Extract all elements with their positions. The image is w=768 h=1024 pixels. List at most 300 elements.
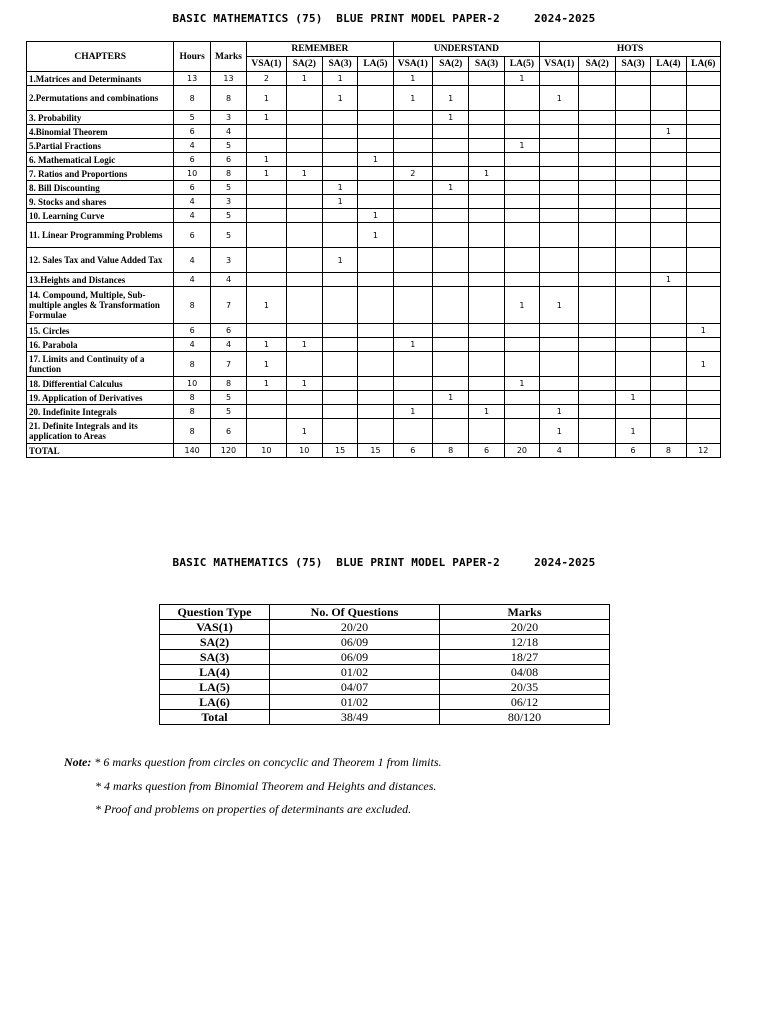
blueprint-table [26,41,721,458]
marks-cell: 3 [210,248,246,273]
hours-cell: 8 [174,391,210,405]
count-cell [469,248,504,273]
table-row [27,377,721,391]
count-cell [433,405,469,419]
table-row [27,444,721,458]
count-cell [247,181,286,195]
count-cell [433,377,469,391]
count-cell [433,352,469,377]
summary-header-cell: Question Type [160,605,270,620]
question-count-cell: 04/07 [270,680,440,695]
count-cell [579,181,615,195]
count-cell [358,377,393,391]
count-cell [615,209,650,223]
count-cell [504,419,539,444]
count-cell [286,86,322,111]
count-cell: 1 [286,72,322,86]
hours-cell: 4 [174,273,210,287]
count-cell: 1 [247,111,286,125]
count-cell [615,139,650,153]
count-cell [286,273,322,287]
chapter-cell: 20. Indefinite Integrals [27,405,174,419]
count-cell [615,181,650,195]
summary-marks-cell: 20/20 [440,620,610,635]
table-row [27,86,721,111]
count-cell: 1 [358,153,393,167]
subheader-cell: SA(3) [322,57,357,72]
summary-marks-cell: 04/08 [440,665,610,680]
count-cell [651,111,686,125]
count-cell [469,287,504,324]
count-cell: 1 [393,86,432,111]
count-cell [358,181,393,195]
table-row [27,125,721,139]
hours-cell: 6 [174,181,210,195]
count-cell [322,352,357,377]
count-cell [393,248,432,273]
count-cell [615,223,650,248]
hours-cell: 10 [174,167,210,181]
count-cell [579,444,615,458]
count-cell [579,377,615,391]
marks-header: Marks [210,42,246,72]
count-cell: 1 [540,405,579,419]
count-cell [504,167,539,181]
subheader-cell: SA(2) [433,57,469,72]
count-cell [286,287,322,324]
marks-cell: 3 [210,195,246,209]
count-cell [322,287,357,324]
count-cell [469,338,504,352]
chapter-cell: 6. Mathematical Logic [27,153,174,167]
count-cell [579,86,615,111]
hours-cell: 4 [174,195,210,209]
count-cell [322,377,357,391]
marks-cell: 3 [210,111,246,125]
count-cell [504,111,539,125]
question-type-cell: Total [160,710,270,725]
count-cell [469,139,504,153]
count-cell [469,391,504,405]
count-cell [358,324,393,338]
summary-row [160,620,610,635]
count-cell: 1 [247,167,286,181]
count-cell [393,181,432,195]
marks-cell: 5 [210,209,246,223]
count-cell [433,167,469,181]
count-cell [358,125,393,139]
count-cell: 1 [393,338,432,352]
subheader-cell: LA(5) [358,57,393,72]
count-cell [651,405,686,419]
count-cell: 1 [651,273,686,287]
count-cell [615,405,650,419]
count-cell [651,209,686,223]
hours-cell: 8 [174,86,210,111]
count-cell [322,167,357,181]
chapter-cell: 9. Stocks and shares [27,195,174,209]
count-cell [504,181,539,195]
count-cell [504,195,539,209]
count-cell [686,153,720,167]
summary-header-cell: No. Of Questions [270,605,440,620]
count-cell [358,391,393,405]
summary-row [160,695,610,710]
summary-row [160,650,610,665]
count-cell: 6 [469,444,504,458]
count-cell [540,391,579,405]
count-cell [286,195,322,209]
chapter-cell: 18. Differential Calculus [27,377,174,391]
hours-cell: 5 [174,111,210,125]
count-cell: 1 [686,352,720,377]
chapter-cell: 2.Permutations and combinations [27,86,174,111]
count-cell [433,209,469,223]
count-cell [247,273,286,287]
count-cell [686,72,720,86]
count-cell [615,338,650,352]
count-cell [322,273,357,287]
summary-row [160,710,610,725]
count-cell: 12 [686,444,720,458]
count-cell [286,223,322,248]
count-cell [286,139,322,153]
marks-cell: 6 [210,419,246,444]
marks-cell: 5 [210,391,246,405]
count-cell [358,338,393,352]
count-cell [393,139,432,153]
count-cell [469,419,504,444]
count-cell: 1 [504,287,539,324]
marks-cell: 5 [210,139,246,153]
count-cell [247,248,286,273]
summary-row [160,635,610,650]
count-cell [433,72,469,86]
count-cell [358,352,393,377]
subheader-cell: SA(3) [469,57,504,72]
count-cell [686,139,720,153]
count-cell [504,324,539,338]
count-cell: 1 [286,338,322,352]
chapter-cell: 16. Parabola [27,338,174,352]
count-cell: 1 [322,86,357,111]
count-cell [469,153,504,167]
marks-cell: 4 [210,125,246,139]
count-cell [469,181,504,195]
count-cell [540,111,579,125]
count-cell [615,377,650,391]
count-cell: 6 [615,444,650,458]
marks-cell: 7 [210,352,246,377]
count-cell [579,287,615,324]
table-row [27,223,721,248]
count-cell: 1 [504,377,539,391]
table-row [27,338,721,352]
count-cell [433,324,469,338]
chapter-cell: 3. Probability [27,111,174,125]
count-cell [247,324,286,338]
note-label: Note: [64,755,92,769]
count-cell [393,287,432,324]
count-cell: 1 [247,377,286,391]
count-cell [540,153,579,167]
count-cell [358,405,393,419]
count-cell [322,419,357,444]
question-type-cell: LA(5) [160,680,270,695]
count-cell [247,419,286,444]
hots-header: HOTS [540,42,721,57]
chapter-cell: 21. Definite Integrals and its application to Areas [27,419,174,444]
count-cell: 1 [686,324,720,338]
count-cell [579,195,615,209]
count-cell: 2 [393,167,432,181]
count-cell [247,209,286,223]
marks-cell: 5 [210,181,246,195]
count-cell: 15 [358,444,393,458]
count-cell [393,391,432,405]
count-cell [651,287,686,324]
subheader-cell: VSA(1) [393,57,432,72]
table-row [27,153,721,167]
hours-cell: 4 [174,139,210,153]
count-cell [579,223,615,248]
question-count-cell: 01/02 [270,695,440,710]
count-cell [286,181,322,195]
count-cell [393,153,432,167]
count-cell [393,111,432,125]
question-count-cell: 06/09 [270,635,440,650]
count-cell [433,287,469,324]
count-cell [540,352,579,377]
count-cell [615,86,650,111]
question-count-cell: 38/49 [270,710,440,725]
chapter-cell: TOTAL [27,444,174,458]
count-cell [358,139,393,153]
count-cell [651,86,686,111]
count-cell: 1 [469,405,504,419]
count-cell [686,405,720,419]
count-cell [469,273,504,287]
count-cell [504,338,539,352]
hours-cell: 8 [174,419,210,444]
count-cell [540,223,579,248]
count-cell [469,324,504,338]
count-cell [247,391,286,405]
chapter-cell: 13.Heights and Distances [27,273,174,287]
count-cell: 1 [286,419,322,444]
summary-marks-cell: 20/35 [440,680,610,695]
subheader-cell: LA(6) [686,57,720,72]
count-cell [322,139,357,153]
count-cell [358,195,393,209]
count-cell [540,167,579,181]
count-cell [393,125,432,139]
summary-body [160,620,610,725]
count-cell [504,125,539,139]
count-cell [469,377,504,391]
summary-title: BASIC MATHEMATICS (75) BLUE PRINT MODEL PAPER-2 2024-2025 [172,556,596,569]
count-cell [322,111,357,125]
hours-cell: 8 [174,405,210,419]
summary-row [160,665,610,680]
chapter-cell: 19. Application of Derivatives [27,391,174,405]
count-cell: 1 [358,223,393,248]
table-row [27,273,721,287]
summary-header-cell: Marks [440,605,610,620]
marks-cell: 8 [210,377,246,391]
count-cell: 8 [433,444,469,458]
count-cell [686,287,720,324]
chapter-cell: 12. Sales Tax and Value Added Tax [27,248,174,273]
count-cell [579,139,615,153]
count-cell [286,111,322,125]
count-cell [322,223,357,248]
page-title: BASIC MATHEMATICS (75) BLUE PRINT MODEL PAPER-2 2024-2025 [172,12,596,25]
count-cell [651,139,686,153]
count-cell [615,287,650,324]
count-cell: 15 [322,444,357,458]
count-cell: 1 [358,209,393,223]
count-cell: 1 [286,167,322,181]
hours-cell: 4 [174,248,210,273]
count-cell [358,86,393,111]
count-cell: 1 [651,125,686,139]
hours-cell: 6 [174,223,210,248]
question-count-cell: 01/02 [270,665,440,680]
count-cell [469,86,504,111]
count-cell [579,167,615,181]
count-cell [247,125,286,139]
question-type-cell: VAS(1) [160,620,270,635]
remember-header: REMEMBER [247,42,393,57]
count-cell [686,111,720,125]
count-cell [615,248,650,273]
count-cell [433,125,469,139]
hours-cell: 140 [174,444,210,458]
count-cell [579,391,615,405]
count-cell [686,248,720,273]
table-row [27,72,721,86]
count-cell [247,223,286,248]
blueprint-body [27,72,721,458]
count-cell [504,153,539,167]
hours-cell: 6 [174,324,210,338]
count-cell [579,405,615,419]
chapter-cell: 11. Linear Programming Problems [27,223,174,248]
table-row [27,181,721,195]
count-cell: 1 [540,287,579,324]
count-cell [358,72,393,86]
count-cell [286,405,322,419]
summary-marks-cell: 18/27 [440,650,610,665]
marks-cell: 8 [210,86,246,111]
marks-cell: 4 [210,273,246,287]
question-count-cell: 20/20 [270,620,440,635]
note-line-2: * 4 marks question from Binomial Theorem and Heights and distances. [95,779,437,793]
table-row [27,195,721,209]
count-cell [615,167,650,181]
count-cell [540,139,579,153]
count-cell [286,153,322,167]
count-cell [579,273,615,287]
count-cell: 1 [286,377,322,391]
chapter-cell: 15. Circles [27,324,174,338]
count-cell [247,195,286,209]
chapters-header: CHAPTERS [27,42,174,72]
count-cell [469,209,504,223]
count-cell [433,223,469,248]
count-cell [579,209,615,223]
table-row [27,248,721,273]
note-line-3: * Proof and problems on properties of determinants are excluded. [95,802,412,816]
question-type-cell: LA(4) [160,665,270,680]
count-cell [615,273,650,287]
subheader-cell: VSA(1) [540,57,579,72]
count-cell [686,273,720,287]
hours-cell: 4 [174,209,210,223]
count-cell [540,377,579,391]
count-cell [686,338,720,352]
count-cell: 1 [247,287,286,324]
count-cell [504,223,539,248]
count-cell [579,125,615,139]
count-cell [651,377,686,391]
subheader-cell: SA(2) [579,57,615,72]
count-cell: 1 [322,195,357,209]
count-cell: 1 [433,111,469,125]
count-cell [469,111,504,125]
count-cell [686,209,720,223]
count-cell: 1 [504,72,539,86]
count-cell [651,167,686,181]
count-cell [651,195,686,209]
count-cell [540,181,579,195]
count-cell [286,248,322,273]
count-cell: 1 [540,86,579,111]
count-cell [322,209,357,223]
count-cell: 1 [247,86,286,111]
count-cell [540,125,579,139]
subheader-cell: VSA(1) [247,57,286,72]
count-cell: 1 [433,86,469,111]
count-cell: 1 [393,72,432,86]
count-cell: 1 [247,338,286,352]
count-cell [686,391,720,405]
count-cell [651,223,686,248]
count-cell: 4 [540,444,579,458]
count-cell: 1 [322,248,357,273]
marks-cell: 120 [210,444,246,458]
chapter-cell: 4.Binomial Theorem [27,125,174,139]
count-cell: 6 [393,444,432,458]
count-cell [651,153,686,167]
count-cell [579,153,615,167]
count-cell [686,181,720,195]
count-cell: 1 [247,153,286,167]
count-cell [579,248,615,273]
summary-marks-cell: 80/120 [440,710,610,725]
question-count-cell: 06/09 [270,650,440,665]
count-cell [393,324,432,338]
count-cell [247,139,286,153]
count-cell [686,223,720,248]
count-cell [686,167,720,181]
table-row [27,111,721,125]
count-cell [540,72,579,86]
count-cell [579,324,615,338]
chapter-cell: 14. Compound, Multiple, Sub-multiple angles & Transformation Formulae [27,287,174,324]
hours-cell: 6 [174,125,210,139]
